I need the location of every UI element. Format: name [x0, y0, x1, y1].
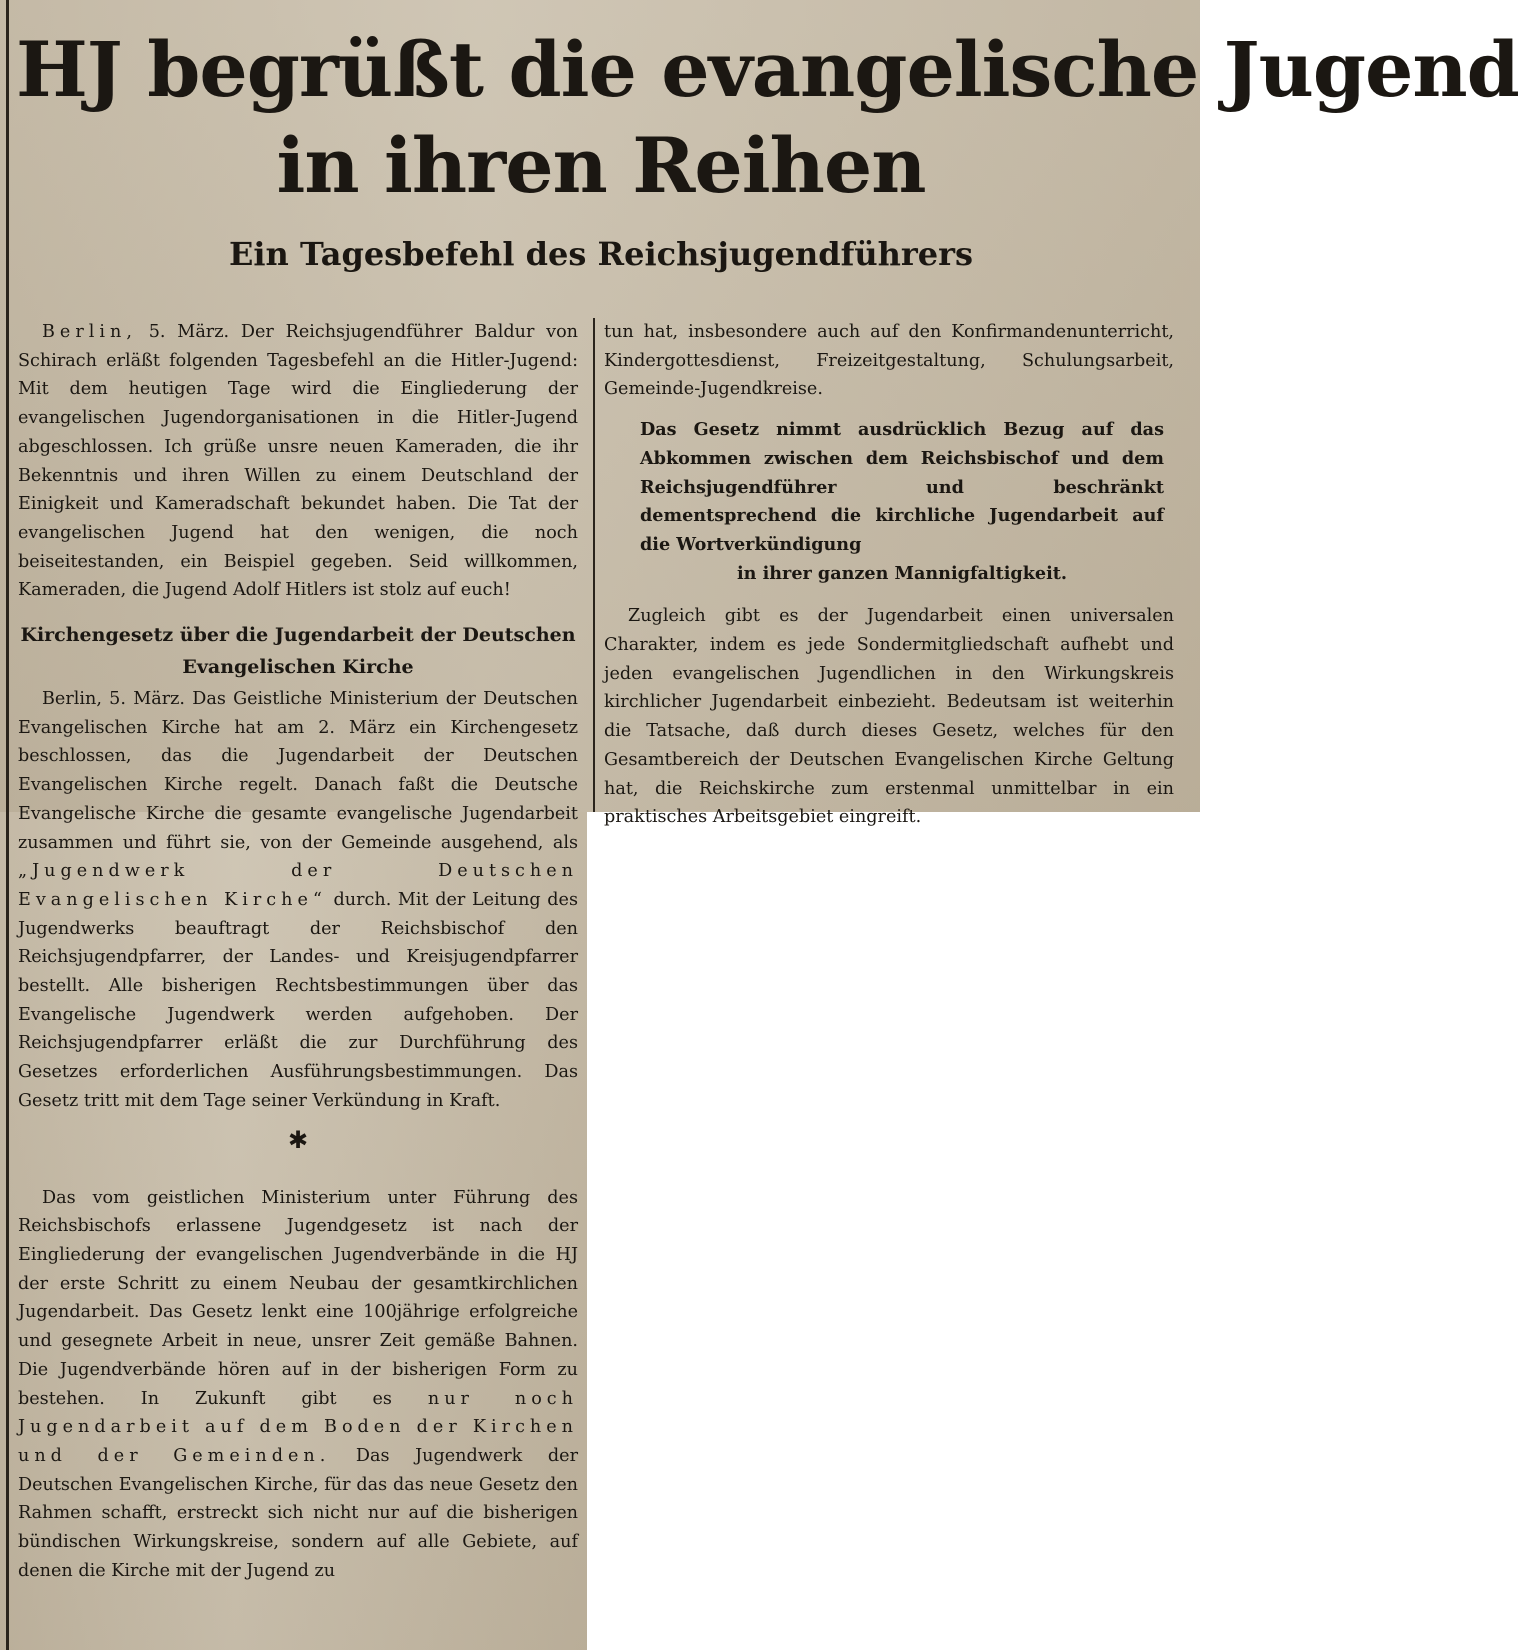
- paragraph-jugendgesetz: [18, 1184, 578, 1586]
- subheadline: Ein Tagesbefehl des Reichsjugendführers: [229, 235, 973, 273]
- emphasized-last-line: in ihrer ganzen Mannigfaltigkeit.: [736, 562, 1068, 584]
- paragraph-text: 5. März. Der Reichsjugendführer Baldur von Schirach erläßt folgenden Tagesbefehl an die Hitler-Jugend: Mit dem heutigen Tage wird die Eingliederung der evangelischen Jugendorganisationen in die Hitler-Jugend abgeschlossen. Ich grüße unsre neuen Kameraden, die ihr Bekenntnis und ihren Willen zu einem Deutschland der Einigkeit und Kameradschaft bekundet haben. Die Tat der evangelischen Jugend hat den wenigen, die noch beiseitestanden, ein Beispiel gegeben. Seid willkommen, Kameraden, die Jugend Adolf Hitlers ist stolz auf euch!: [18, 322, 579, 601]
- article-column-left: [18, 318, 578, 1585]
- paragraph-text: durch. Mit der Leitung des Jugendwerks beauftragt der Reichsbischof den Reichsjugendpfarrer, der Landes- und Kreisjugendpfarrer bestellt. Alle bisherigen Rechtsbestimmungen über das Evangelische Jugendwerk werden aufgehoben. Der Reichsjugendpfarrer erläßt die zur Durchführung des Gesetzes erforderlichen Ausführungsbestimmungen. Das Gesetz tritt mit dem Tage seiner Verkündung in Kraft.: [18, 889, 578, 1111]
- emphasized-text: Das Gesetz nimmt ausdrücklich Bezug auf das Abkommen zwischen dem Reichsbischof und dem Reichsjugendführer und beschränkt dementsprechend die kirchliche Jugendarbeit auf die Wortverkündigung: [640, 419, 1164, 555]
- paragraph-kirchengesetz: [18, 685, 578, 1116]
- paragraph-tagesbefehl: [18, 318, 578, 605]
- headline: [16, 22, 1519, 214]
- dateline: Berlin,: [42, 322, 137, 342]
- spaced-emphasis: „Jugendwerk der Deutschen Evangelischen Kirche“: [18, 861, 578, 910]
- headline-line-1: HJ begrüßt die evangelische Jugend: [16, 25, 1519, 114]
- paragraph-text: Das vom geistlichen Ministerium unter Führung des Reichsbischofs erlassene Jugendgesetz ist nach der Eingliederung der evangelischen Jugendverbände in die HJ der erste Schritt zu einem Neubau der gesamtkirchlichen Jugendarbeit. Das Gesetz lenkt eine 100jährige erfolgreiche und gesegnete Arbeit in neue, unsrer Zeit gemäße Bahnen. Die Jugendverbände hören auf in der bisherigen Form zu bestehen. In Zukunft gibt es: [18, 1187, 578, 1409]
- star-divider: ✱: [287, 1125, 309, 1154]
- column-divider-rule: [593, 318, 595, 812]
- paragraph-universal: Zugleich gibt es der Jugendarbeit einen universalen Charakter, indem es jede Sondermitgliedschaft aufhebt und jeden evangelischen Jugendlichen in den Wirkungskreis kirchlicher Jugendarbeit einbezieht. Bedeutsam ist weiterhin die Tatsache, daß durch dieses Gesetz, welches für den Gesamtbereich der Deutschen Evangelischen Kirche Geltung hat, die Reichskirche zum erstenmal unmittelbar in ein praktisches Arbeitsgebiet eingreift.: [604, 606, 1174, 828]
- headline-line-2: in ihren Reihen: [276, 121, 926, 210]
- emphasized-paragraph: [640, 416, 1164, 588]
- paragraph-continuation: tun hat, insbesondere auch auf den Konfirmandenunterricht, Kindergottesdienst, Freizeitgestaltung, Schulungsarbeit, Gemeinde-Jugendkreise.: [604, 322, 1174, 400]
- paragraph-text: Das Jugendwerk der Deutschen Evangelischen Kirche, für das das neue Gesetz den Rahmen schafft, erstreckt sich nicht nur auf die bisherigen bündischen Wirkungskreise, sondern auf alle Gebiete, auf denen die Kirche mit der Jugend zu: [18, 1445, 578, 1581]
- left-margin-rule: [6, 0, 9, 1650]
- article-column-right: [604, 318, 1174, 832]
- spaced-emphasis: nur noch Jugendarbeit auf dem Boden der Kirchen und der Gemeinden.: [18, 1388, 578, 1466]
- section-heading: Kirchengesetz über die Jugendarbeit der Deutschen Evangelischen Kirche: [20, 624, 576, 679]
- paragraph-text: Berlin, 5. März. Das Geistliche Ministerium der Deutschen Evangelischen Kirche hat am 2. März ein Kirchengesetz beschlossen, das die Jugendarbeit der Deutschen Evangelischen Kirche regelt. Danach faßt die Deutsche Evangelische Kirche die gesamte evangelische Jugendarbeit zusammen und führt sie, von der Gemeinde ausgehend, als: [18, 689, 578, 853]
